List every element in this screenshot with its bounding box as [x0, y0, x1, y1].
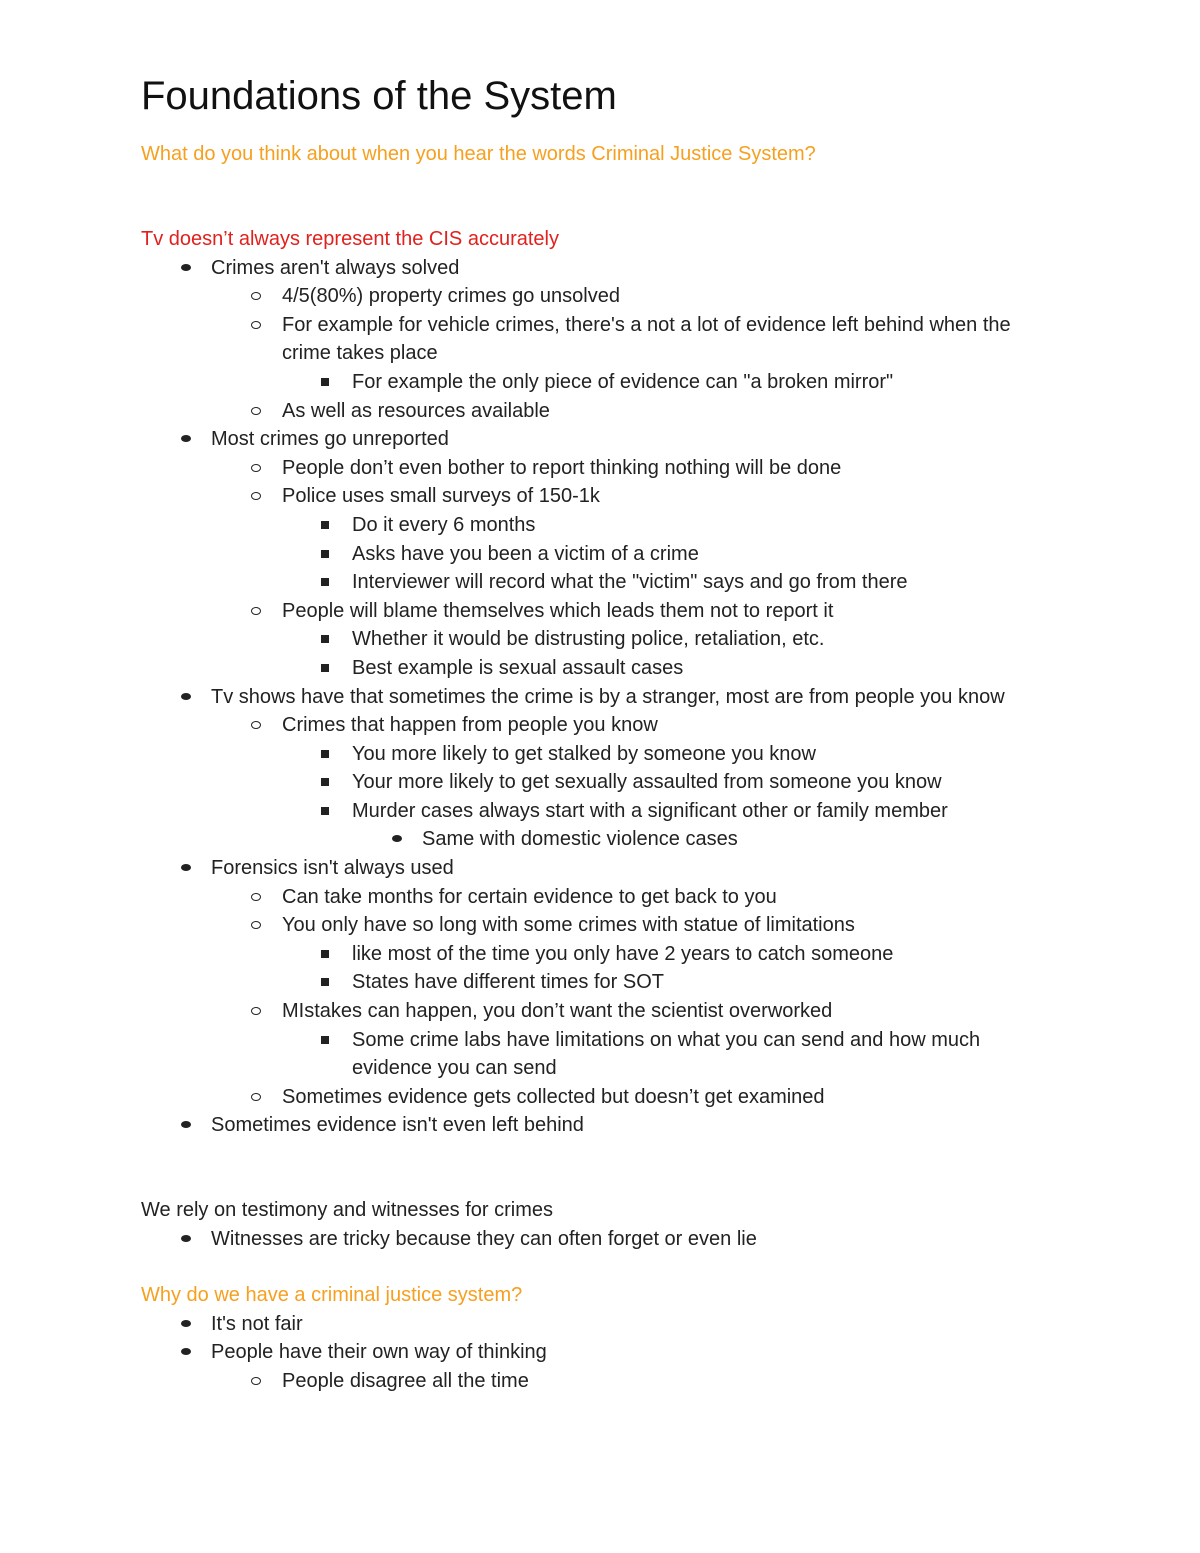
- bullet-square-icon: [318, 797, 338, 826]
- list-item: Most crimes go unreported People don’t even bother to report thinking nothing will be done Police uses small surveys of 150-1k Do it every 6 months Asks have you been a victim of a crime Interviewer will record what the "victim" says and go from there People will blame themselves which leads them not to report it Whether it would be distrusting police, retaliation, etc. Best example is sexual assault cases: [211, 425, 1141, 682]
- section-heading: Why do we have a criminal justice system?: [141, 1284, 523, 1306]
- bullet-circle-icon: [248, 311, 268, 340]
- intro-question: What do you think about when you hear the words Criminal Justice System?: [141, 143, 816, 165]
- bullet-disc-icon: [177, 683, 197, 712]
- list-item: Whether it would be distrusting police, retaliation, etc.: [352, 625, 1141, 654]
- bullet-circle-icon: [248, 454, 268, 483]
- bullet-disc-icon: [388, 825, 408, 854]
- bullet-square-icon: [318, 740, 338, 769]
- bullet-circle-icon: [248, 1367, 268, 1396]
- bullet-disc-icon: [177, 1225, 197, 1254]
- list-item: Interviewer will record what the "victim" says and go from there: [352, 568, 1141, 597]
- list-item: Sometimes evidence isn't even left behind: [211, 1111, 1141, 1140]
- bullet-square-icon: [318, 568, 338, 597]
- bullet-list: [141, 1225, 1141, 1254]
- page-title: Foundations of the System: [141, 74, 617, 118]
- bullet-disc-icon: [177, 1111, 197, 1140]
- bullet-circle-icon: [248, 482, 268, 511]
- bullet-disc-icon: [177, 254, 197, 283]
- list-item: Tv shows have that sometimes the crime is by a stranger, most are from people you know Crimes that happen from people you know You more likely to get stalked by someone you know Your more likely to get sexually assaulted from someone you know Murder cases always start with a significant other or family member Same with domestic violence cases: [211, 683, 1041, 855]
- bullet-circle-icon: [248, 397, 268, 426]
- bullet-square-icon: [318, 625, 338, 654]
- list-item: MIstakes can happen, you don’t want the scientist overworked Some crime labs have limitations on what you can send and how much evidence you can send: [282, 997, 1141, 1083]
- bullet-circle-icon: [248, 282, 268, 311]
- list-item: Your more likely to get sexually assaulted from someone you know: [352, 768, 1041, 797]
- bullet-circle-icon: [248, 883, 268, 912]
- section-why-cjs: [141, 1281, 1141, 1395]
- bullet-circle-icon: [248, 597, 268, 626]
- bullet-square-icon: [318, 768, 338, 797]
- list-item: Do it every 6 months: [352, 511, 1141, 540]
- bullet-disc-icon: [177, 425, 197, 454]
- list-item: Sometimes evidence gets collected but doesn’t get examined: [282, 1083, 1141, 1112]
- list-item: Witnesses are tricky because they can often forget or even lie: [211, 1225, 1141, 1254]
- list-item: People will blame themselves which leads them not to report it Whether it would be distrusting police, retaliation, etc. Best example is sexual assault cases: [282, 597, 1141, 683]
- list-item: It's not fair: [211, 1310, 1141, 1339]
- bullet-circle-icon: [248, 911, 268, 940]
- list-item: 4/5(80%) property crimes go unsolved: [282, 282, 1141, 311]
- bullet-square-icon: [318, 940, 338, 969]
- bullet-circle-icon: [248, 1083, 268, 1112]
- list-item: Murder cases always start with a significant other or family member Same with domestic violence cases: [352, 797, 1041, 854]
- bullet-square-icon: [318, 540, 338, 569]
- list-item: Can take months for certain evidence to get back to you: [282, 883, 1141, 912]
- bullet-square-icon: [318, 968, 338, 997]
- list-item: Same with domestic violence cases: [422, 825, 1041, 854]
- list-item: People don’t even bother to report thinking nothing will be done: [282, 454, 1141, 483]
- section-testimony: [141, 1196, 1141, 1253]
- section-heading: We rely on testimony and witnesses for crimes: [141, 1199, 554, 1221]
- list-item: Crimes that happen from people you know You more likely to get stalked by someone you know Your more likely to get sexually assaulted from someone you know Murder cases always start with a significant other or family member Same with domestic violence cases: [282, 711, 1041, 854]
- list-item: As well as resources available: [282, 397, 1141, 426]
- section-heading: Tv doesn’t always represent the CIS accurately: [141, 228, 559, 250]
- list-item: States have different times for SOT: [352, 968, 1141, 997]
- list-item: People disagree all the time: [282, 1367, 1141, 1396]
- bullet-square-icon: [318, 511, 338, 540]
- list-item: You only have so long with some crimes with statue of limitations like most of the time you only have 2 years to catch someone States have different times for SOT: [282, 911, 1141, 997]
- list-item: For example the only piece of evidence can "a broken mirror": [352, 368, 1042, 397]
- bullet-circle-icon: [248, 997, 268, 1026]
- bullet-disc-icon: [177, 1310, 197, 1339]
- bullet-list: [141, 1310, 1141, 1396]
- list-item: You more likely to get stalked by someone you know: [352, 740, 1041, 769]
- list-item: Asks have you been a victim of a crime: [352, 540, 1141, 569]
- bullet-square-icon: [318, 368, 338, 397]
- bullet-square-icon: [318, 654, 338, 683]
- list-item: Best example is sexual assault cases: [352, 654, 1141, 683]
- list-item: Police uses small surveys of 150-1k Do it every 6 months Asks have you been a victim of a crime Interviewer will record what the "victim" says and go from there: [282, 482, 1141, 596]
- bullet-disc-icon: [177, 1338, 197, 1367]
- list-item: For example for vehicle crimes, there's a not a lot of evidence left behind when the crime takes place For example the only piece of evidence can "a broken mirror": [282, 311, 1042, 397]
- list-item: Forensics isn't always used Can take months for certain evidence to get back to you You only have so long with some crimes with statue of limitations like most of the time you only have 2 years to catch someone States have different times for SOT MIstakes can happen, you don’t want the scientist overworked Some crime labs have limitations on what you can send and how much evidence you can send Sometimes evidence gets collected but doesn’t get examined: [211, 854, 1141, 1111]
- bullet-circle-icon: [248, 711, 268, 740]
- section-tv-representation: [141, 225, 1141, 1140]
- list-item: People have their own way of thinking People disagree all the time: [211, 1338, 1141, 1395]
- list-item: Crimes aren't always solved 4/5(80%) property crimes go unsolved For example for vehicle crimes, there's a not a lot of evidence left behind when the crime takes place For example the only piece of evidence can "a broken mirror" As well as resources available: [211, 254, 1141, 426]
- list-item: Some crime labs have limitations on what you can send and how much evidence you can send: [352, 1026, 1042, 1083]
- bullet-disc-icon: [177, 854, 197, 883]
- bullet-square-icon: [318, 1026, 338, 1055]
- list-item: like most of the time you only have 2 years to catch someone: [352, 940, 1141, 969]
- bullet-list: [141, 254, 1141, 1140]
